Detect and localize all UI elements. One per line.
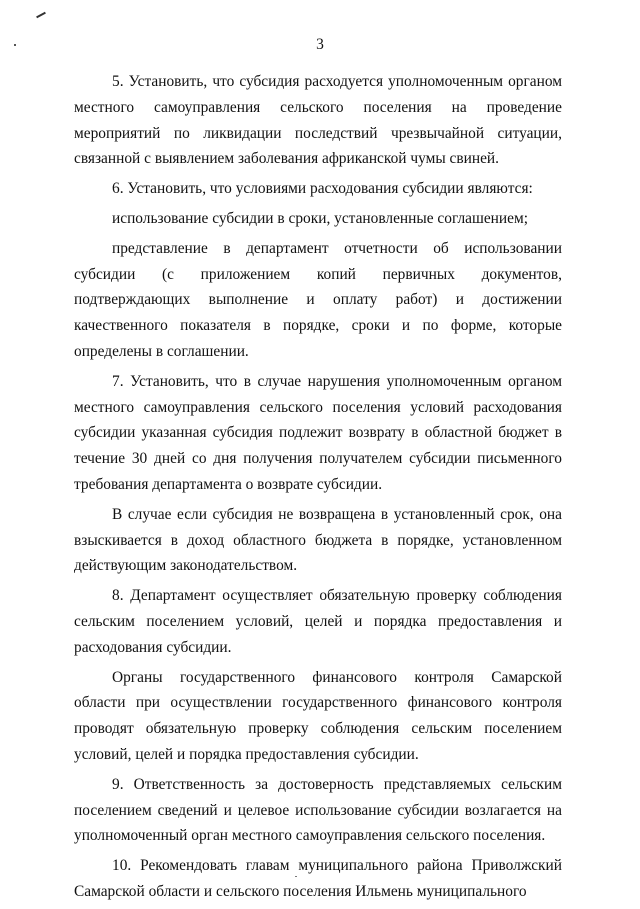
paragraph-10: 10. Рекомендовать главам муниципального района Приволжский Самарской области и сельского поселения Ильмень муниципального	[74, 857, 562, 900]
paragraph-5: 5. Установить, что субсидия расходуется уполномоченным органом местного самоуправления сельского поселения на проведение мероприятий по ликвидации последствий чрезвычайной ситуации, связанной с выявлением заболевания африканской чумы свиней.	[74, 73, 562, 168]
paragraph-8: 8. Департамент осуществляет обязательную проверку соблюдения сельским поселением условий, целей и порядка предоставления и расходования субсидии.	[74, 587, 562, 656]
paragraph-7-recovery: В случае если субсидия не возвращена в установленный срок, она взыскивается в доход областного бюджета в порядке, установленном действующим законодательством.	[74, 505, 562, 575]
paragraph-6-condition-1: использование субсидии в сроки, установленные соглашением;	[112, 209, 528, 227]
page-number: 3	[316, 36, 324, 53]
paragraph-7: 7. Установить, что в случае нарушения уполномоченным органом местного самоуправления сельского поселения условий расходования субсидии указанная субсидия подлежит возврату в областной бюджет в течение 30 дней со дня получения получателем субсидии письменного требования департамента о возврате субсидии.	[74, 372, 562, 493]
paragraph-6-condition-2: представление в департамент отчетности об использовании субсидии (с приложением копий первичных документов, подтверждающих выполнение и оплату работ) и достижении качественного показателя в порядке, сроки и по форме, которые определены в соглашении.	[74, 239, 562, 360]
scan-dot-bottom	[295, 876, 297, 877]
paragraph-9: 9. Ответственность за достоверность представляемых сельским поселением сведений и целевое использование субсидии возлагается на уполномоченный орган местного самоуправления сельского поселения.	[74, 775, 562, 845]
document-body	[74, 69, 562, 909]
paragraph-6: 6. Установить, что условиями расходования субсидии являются:	[112, 180, 533, 198]
paragraph-8-financial-control: Органы государственного финансового контроля Самарской области при осуществлении государственного финансового контроля проводят обязательную проверку соблюдения сельским поселением условий, целей и порядка предоставления субсидии.	[74, 668, 562, 763]
scan-mark	[36, 12, 46, 18]
